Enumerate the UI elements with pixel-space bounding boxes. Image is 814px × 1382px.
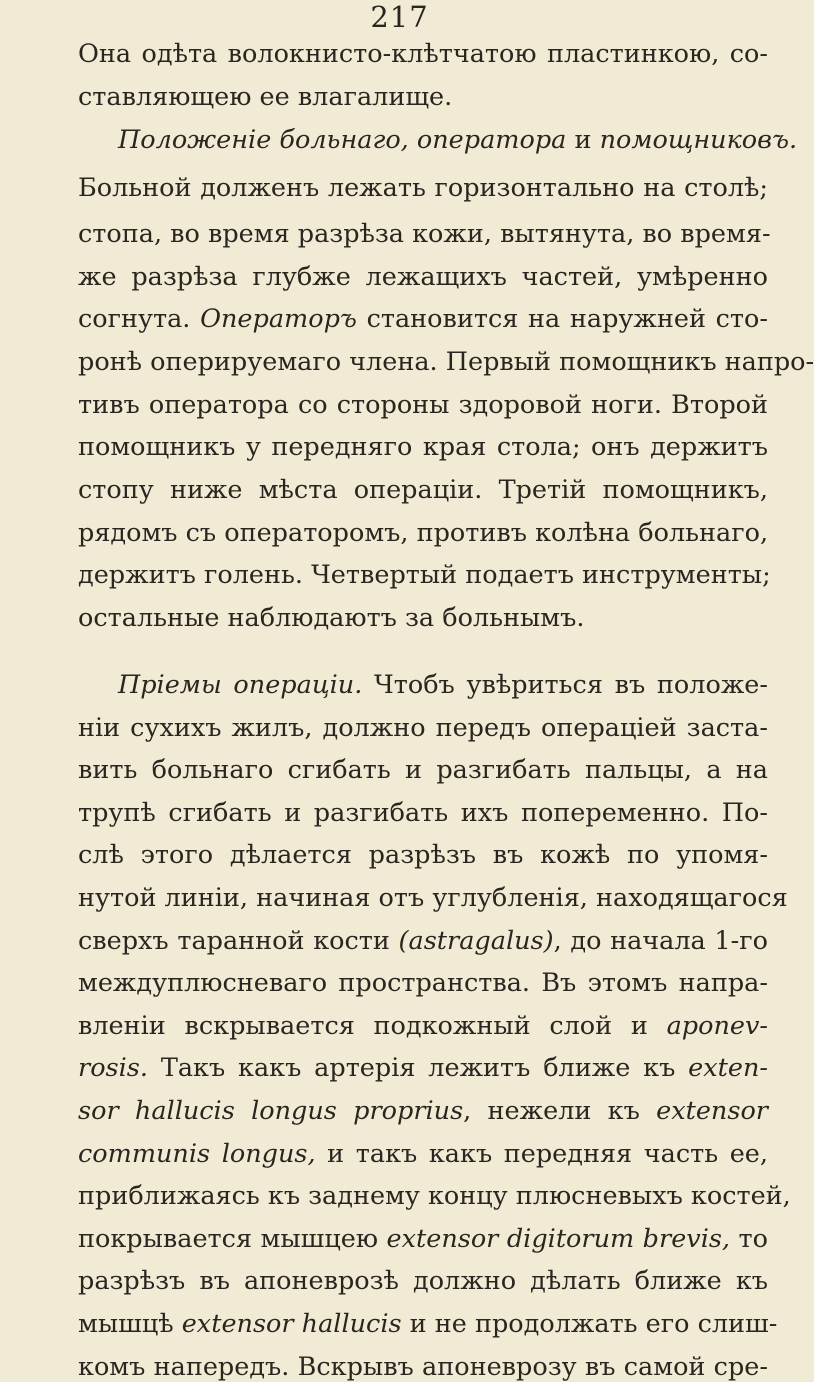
text-line bbox=[78, 347, 814, 377]
text-span: Больной долженъ лежать горизонтально на столѣ; bbox=[78, 173, 768, 203]
text-span: приближаясь къ заднему концу плюсневыхъ костей, bbox=[78, 1181, 791, 1212]
text-span: ставляющею ее влагалище. bbox=[78, 82, 453, 112]
text-line bbox=[78, 797, 768, 828]
text-line bbox=[78, 603, 585, 633]
text-span: , до начала 1-го bbox=[553, 925, 768, 956]
text-line bbox=[78, 304, 769, 334]
text-line bbox=[78, 1181, 791, 1212]
text-span: Такъ какъ артерія лежитъ ближе къ bbox=[147, 1053, 689, 1084]
italic-text: communis longus, bbox=[78, 1138, 316, 1169]
text-span: покрывается мышцею bbox=[78, 1223, 387, 1254]
italic-text: Положеніе больнаго, оператора bbox=[118, 125, 567, 155]
italic-text: extensor bbox=[656, 1096, 768, 1126]
text-span: то bbox=[730, 1223, 768, 1254]
text-line bbox=[78, 1351, 768, 1382]
text-span: и не продолжать его слиш- bbox=[401, 1309, 778, 1339]
text-line bbox=[78, 1266, 768, 1297]
text-span: Чтобъ увѣриться въ положе- bbox=[362, 670, 768, 700]
italic-text: sor hallucis longus proprius bbox=[78, 1096, 464, 1126]
text-span: комъ напередъ. Вскрывъ апоневрозу въ самой сре- bbox=[78, 1351, 768, 1382]
text-span: трупѣ сгибать и разгибать ихъ попеременно. По- bbox=[78, 797, 768, 828]
text-line bbox=[78, 475, 768, 505]
italic-text: (astragalus) bbox=[398, 925, 554, 956]
text-span: ронѣ оперируемаго члена. Первый помощникъ напро- bbox=[78, 347, 814, 377]
text-line bbox=[78, 755, 768, 786]
text-span: междуплюсневаго пространства. Въ этомъ напра- bbox=[78, 968, 768, 999]
text-span: становится на наружней сто- bbox=[356, 304, 769, 334]
text-span: слѣ этого дѣлается разрѣзъ въ кожѣ по упомя- bbox=[78, 840, 768, 871]
text-line bbox=[78, 518, 769, 548]
text-span: и такъ какъ передняя часть ее, bbox=[315, 1138, 768, 1169]
text-span: ніи сухихъ жилъ, должно передъ операціей заста- bbox=[78, 712, 768, 743]
text-span: остальные наблюдаютъ за больнымъ. bbox=[78, 603, 585, 633]
text-span: мышцѣ bbox=[78, 1309, 182, 1339]
text-span: сверхъ таранной кости bbox=[78, 925, 399, 956]
text-line bbox=[78, 1223, 768, 1254]
text-line bbox=[78, 1010, 768, 1041]
italic-text: Пріемы операціи. bbox=[118, 670, 363, 700]
text-span: Она одѣта волокнисто-клѣтчатою пластинкою, со- bbox=[78, 39, 768, 69]
text-span: , нежели къ bbox=[463, 1096, 657, 1126]
text-span: согнута. bbox=[78, 304, 201, 334]
text-line bbox=[78, 712, 768, 743]
italic-text: aponev- bbox=[666, 1010, 768, 1041]
text-line bbox=[78, 1309, 778, 1339]
italic-text: помощниковъ. bbox=[599, 125, 798, 155]
text-line bbox=[78, 39, 768, 69]
italic-text: extensor digitorum brevis, bbox=[386, 1223, 731, 1254]
text-line bbox=[118, 670, 768, 700]
text-span: же разрѣза глубже лежащихъ частей, умѣренно bbox=[78, 262, 768, 292]
text-line bbox=[78, 925, 768, 956]
text-line bbox=[78, 840, 768, 871]
text-span: рядомъ съ операторомъ, противъ колѣна больнаго, bbox=[78, 518, 769, 548]
text-span: стопу ниже мѣста операціи. Третій помощникъ, bbox=[78, 475, 768, 505]
text-line bbox=[78, 1053, 768, 1084]
italic-text: exten- bbox=[688, 1053, 768, 1084]
italic-text: rosis. bbox=[78, 1053, 148, 1084]
text-line bbox=[78, 432, 768, 462]
text-line bbox=[78, 173, 768, 203]
italic-text: Операторъ bbox=[200, 304, 357, 334]
page-number: 217 bbox=[370, 0, 429, 34]
text-line bbox=[78, 82, 453, 112]
text-span: помощникъ у передняго края стола; онъ держитъ bbox=[78, 432, 768, 462]
text-line bbox=[78, 560, 771, 590]
text-line bbox=[78, 968, 768, 999]
text-span: и bbox=[566, 125, 600, 155]
text-span: вить больнаго сгибать и разгибать пальцы, а на bbox=[78, 755, 768, 786]
text-line bbox=[78, 1096, 768, 1126]
text-line bbox=[78, 883, 788, 913]
text-span: держитъ голень. Четвертый подаетъ инструменты; bbox=[78, 560, 771, 590]
text-line bbox=[78, 390, 768, 420]
text-span: разрѣзъ въ апоневрозѣ должно дѣлать ближе къ bbox=[78, 1266, 768, 1297]
italic-text: extensor hallucis bbox=[181, 1309, 402, 1339]
text-line bbox=[78, 1138, 768, 1169]
text-line bbox=[78, 219, 771, 249]
text-span: вленіи вскрывается подкожный слой и bbox=[78, 1010, 667, 1041]
text-line bbox=[118, 125, 798, 155]
text-span: стопа, во время разрѣза кожи, вытянута, во время- bbox=[78, 219, 771, 249]
text-span: нутой линіи, начиная отъ углубленія, находящагося bbox=[78, 883, 788, 913]
text-line bbox=[78, 262, 768, 292]
text-span: тивъ оператора со стороны здоровой ноги. Второй bbox=[78, 390, 768, 420]
